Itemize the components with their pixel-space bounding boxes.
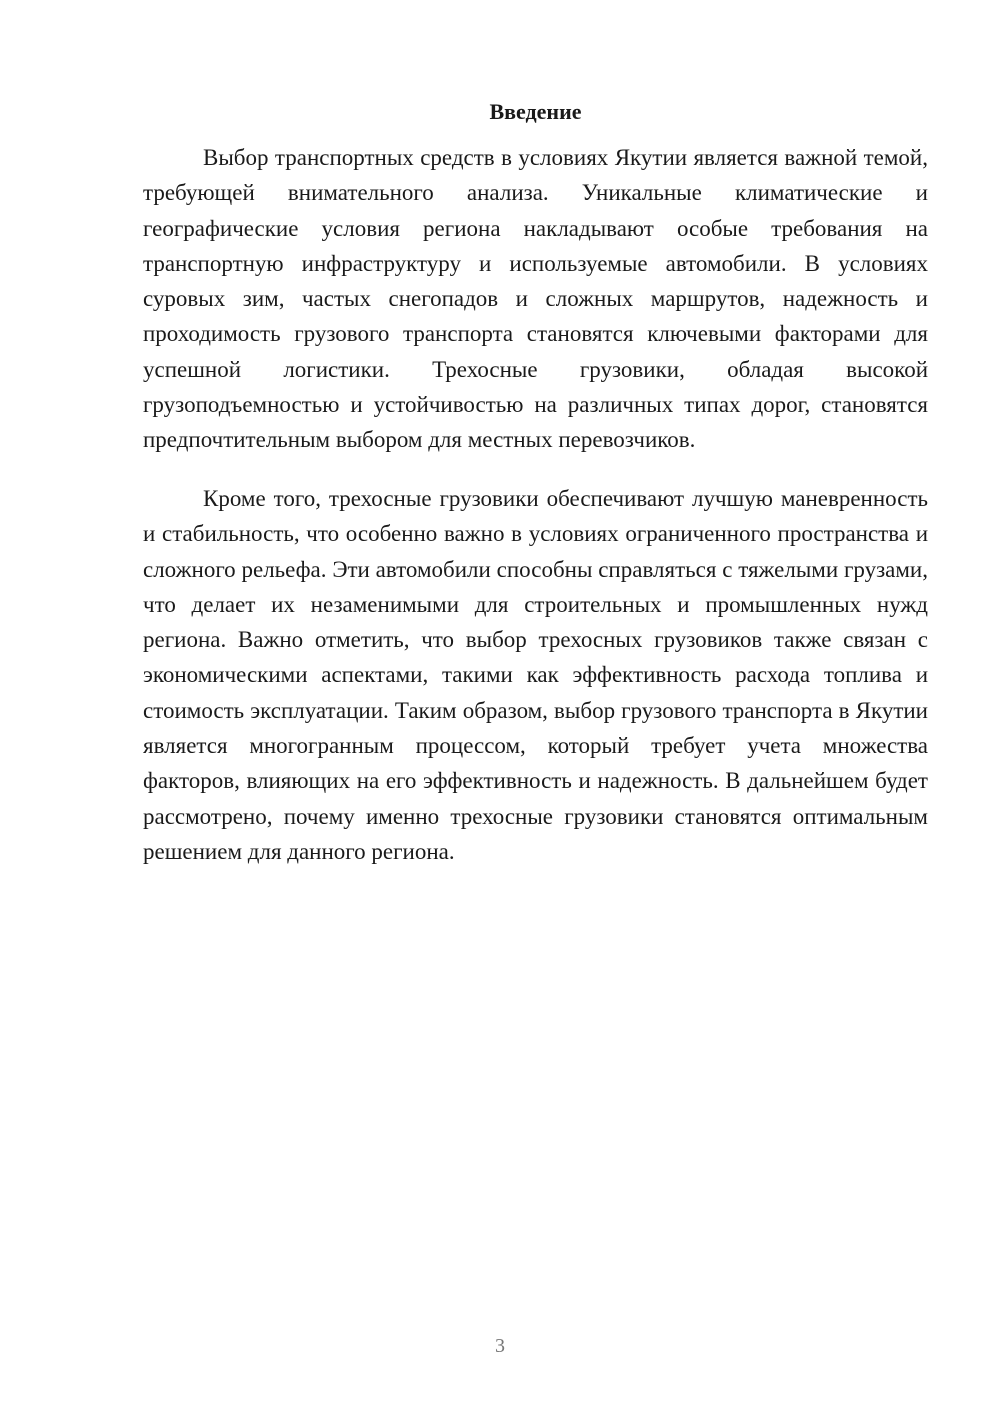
section-heading: Введение xyxy=(489,99,582,124)
page-number: 3 xyxy=(495,1335,505,1357)
paragraph-2: Кроме того, трехосные грузовики обеспечивают лучшую маневренность и стабильность, что особенно важно в условиях ограниченного пространства и сложного рельефа. Эти автомобили способны справляться с тяжелыми грузами, что делает их незаменимыми для строительных и промышленных нужд региона. Важно отметить, что выбор трехосных грузовиков также связан с экономическими аспектами, такими как эффективность расхода топлива и стоимость эксплуатации. Таким образом, выбор грузового транспорта в Якутии является многогранным процессом, который требует учета множества факторов, влияющих на его эффективность и надежность. В дальнейшем будет рассмотрено, почему именно трехосные грузовики становятся оптимальным решением для данного региона. xyxy=(143,486,928,864)
paragraph-1: Выбор транспортных средств в условиях Якутии является важной темой, требующей внимательного анализа. Уникальные климатические и географические условия региона накладывают особые требования на транспортную инфраструктуру и используемые автомобили. В условиях суровых зим, частых снегопадов и сложных маршрутов, надежность и проходимость грузового транспорта становятся ключевыми факторами для успешной логистики. Трехосные грузовики, обладая высокой грузоподъемностью и устойчивостью на различных типах дорог, становятся предпочтительным выбором для местных перевозчиков. xyxy=(143,145,928,453)
